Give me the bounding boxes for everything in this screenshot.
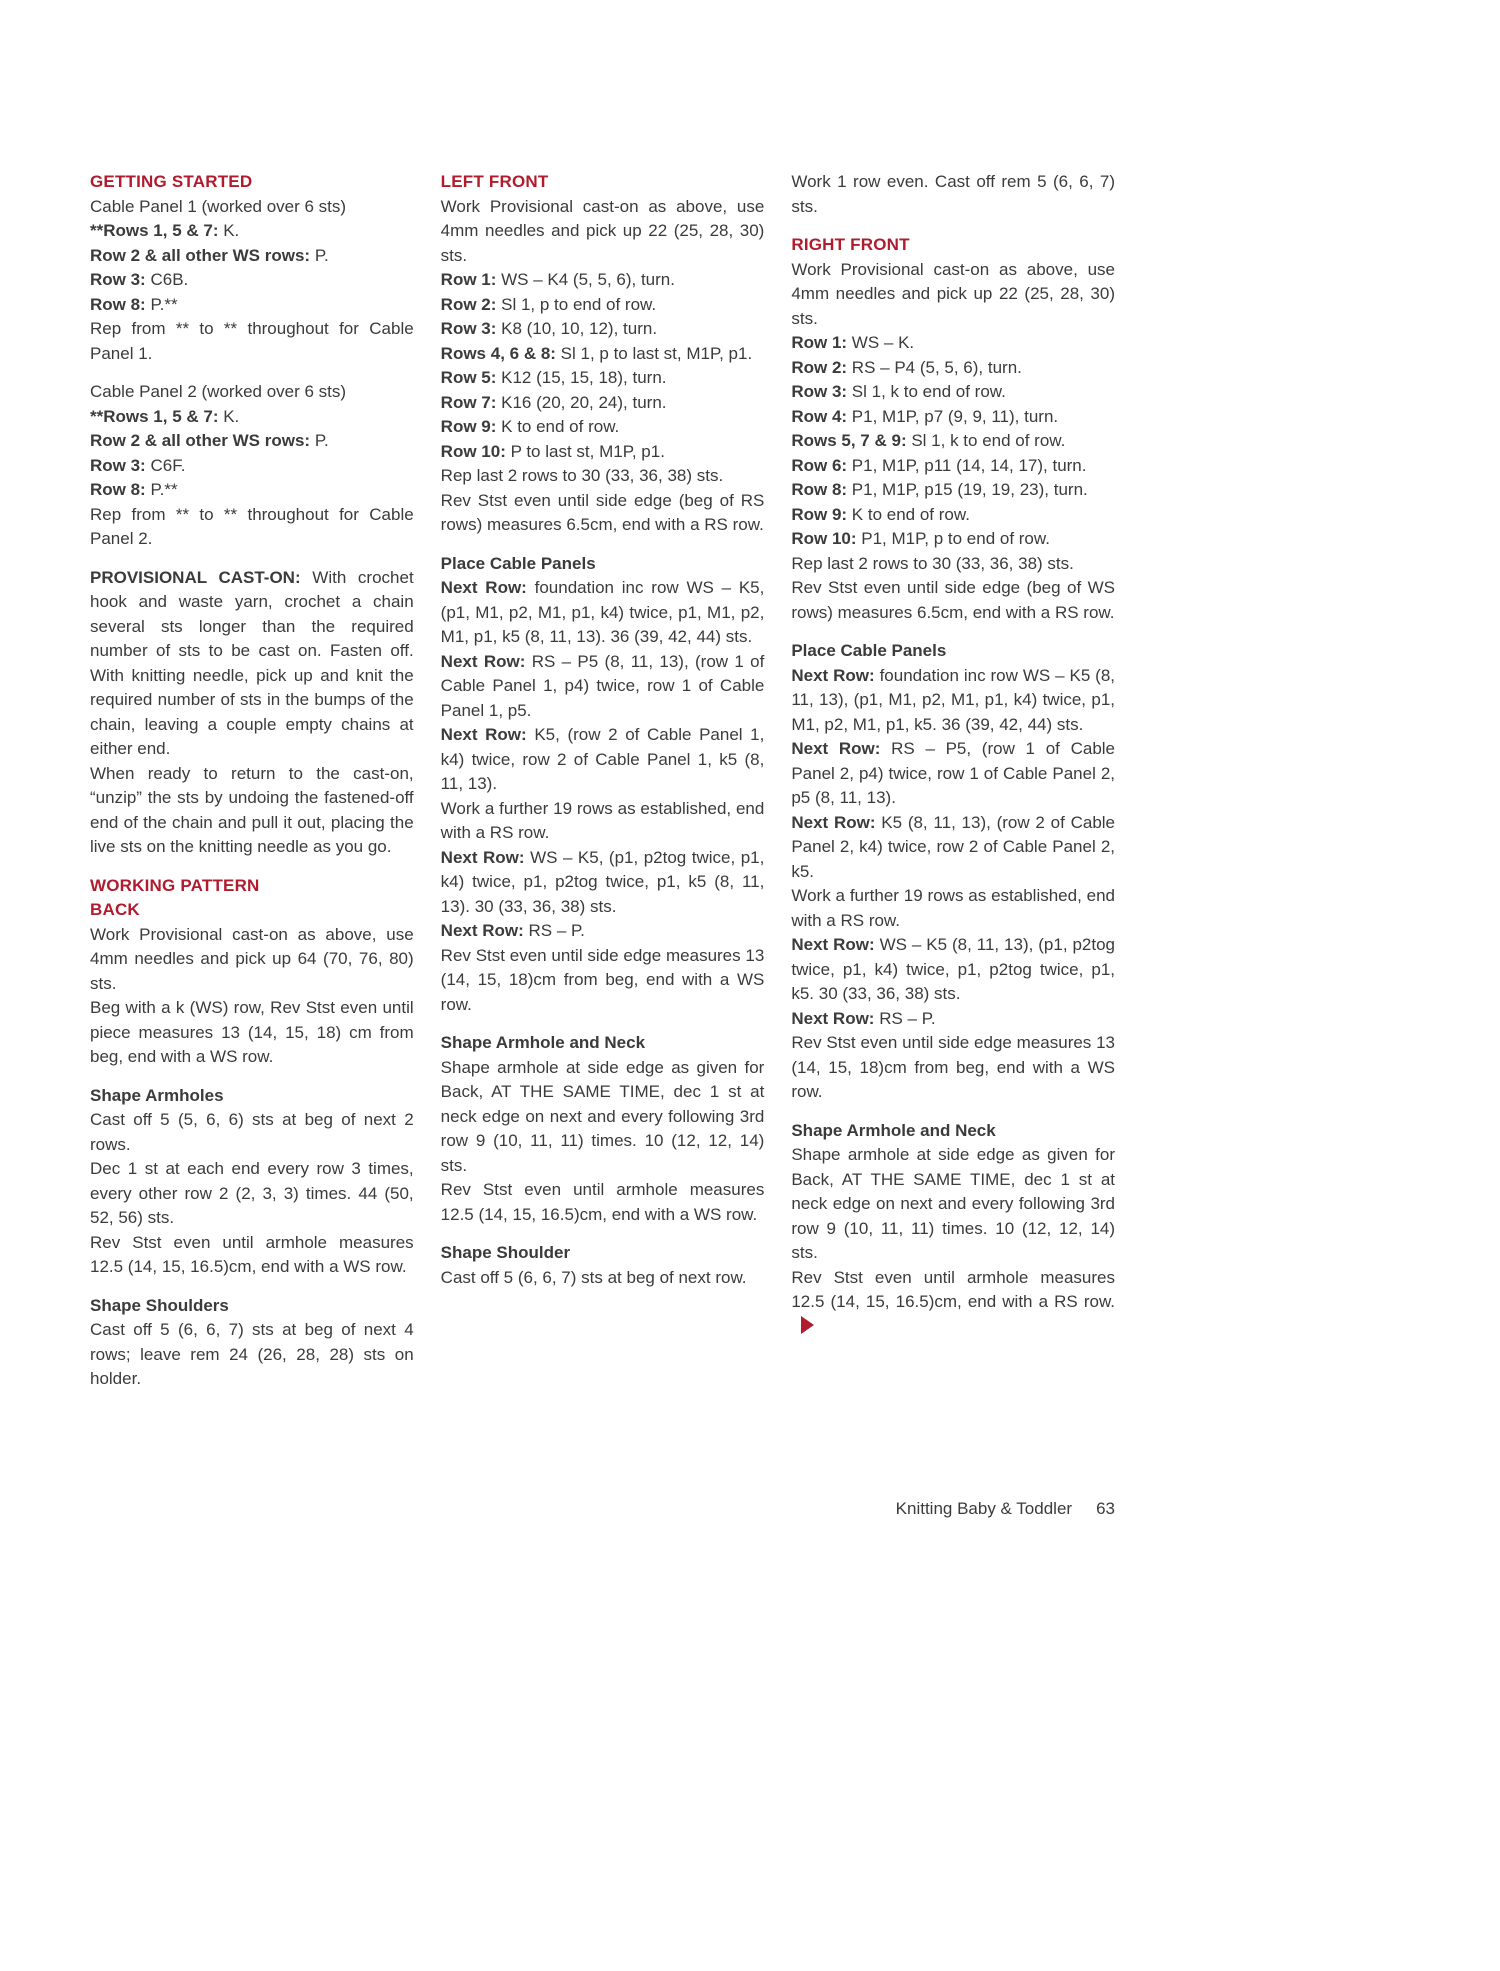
- paragraph: [441, 391, 765, 416]
- bold-label: Next Row:: [791, 739, 881, 758]
- body-text: WS – K4 (5, 5, 6), turn.: [496, 270, 675, 289]
- body-text: Cast off 5 (6, 6, 7) sts at beg of next row.: [440, 1267, 747, 1287]
- bold-label: Row 8:: [90, 294, 146, 314]
- body-text: Rep from ** to ** throughout for Cable Panel 2.: [90, 504, 414, 548]
- paragraph: [791, 737, 1115, 811]
- bold-label: Rows 4, 6 & 8:: [440, 343, 556, 363]
- section-spacer: [791, 625, 1115, 639]
- subsection-heading: Shape Armholes: [90, 1085, 224, 1105]
- bold-label: Row 2 & all other WS rows:: [90, 245, 311, 265]
- body-text: Rev Stst even until side edge (beg of RS rows) measures 6.5cm, end with a RS row.: [440, 490, 765, 534]
- paragraph: [791, 356, 1115, 381]
- body-text: RS – P5 (8, 11, 13), (row 1 of Cable Panel 1, p4) twice, row 1 of Cable Panel 1, p5.: [440, 651, 765, 720]
- body-text: Rev Stst even until side edge measures 13 (14, 15, 18)cm from beg, end with a WS row.: [791, 1033, 1116, 1101]
- bold-label: Row 5:: [440, 368, 497, 387]
- body-text: RS – P.: [523, 921, 585, 940]
- bold-label: Next Row:: [440, 651, 526, 671]
- paragraph: [441, 464, 765, 489]
- paragraph: [791, 503, 1115, 528]
- paragraph: [791, 552, 1115, 577]
- body-text: P.: [310, 431, 329, 450]
- paragraph: [791, 331, 1115, 356]
- body-text: Cast off 5 (6, 6, 7) sts at beg of next 4 rows; leave rem 24 (26, 28, 28) sts on holder.: [90, 1320, 414, 1388]
- paragraph: [90, 1157, 414, 1231]
- bold-label: Row 2 & all other WS rows:: [90, 431, 311, 450]
- body-text: P.**: [145, 294, 178, 314]
- body-text: Cast off 5 (5, 6, 6) sts at beg of next 2 rows.: [90, 1110, 414, 1154]
- body-text: K12 (15, 15, 18), turn.: [496, 368, 667, 387]
- paragraph: [791, 1031, 1115, 1105]
- body-text: Rev Stst even until armhole measures 12.5 (14, 15, 16.5)cm, end with a RS row.: [791, 1267, 1116, 1311]
- bold-label: Row 2:: [440, 294, 497, 314]
- paragraph: [441, 195, 765, 269]
- body-text: P to last st, M1P, p1.: [505, 441, 665, 461]
- section-spacer: [791, 219, 1115, 233]
- paragraph: [441, 268, 765, 293]
- paragraph: [791, 405, 1115, 430]
- bold-label: Row 1:: [791, 333, 848, 352]
- paragraph: [441, 1056, 765, 1179]
- paragraph: [441, 723, 765, 797]
- body-text: When ready to return to the cast-on, “unzip” the sts by undoing the fastened-off end of the chain and pull it out, placing the live sts on the knitting needle as you go.: [90, 763, 414, 856]
- body-text: C6B.: [145, 270, 189, 289]
- bold-label: Row 3:: [791, 382, 848, 401]
- body-text: P1, M1P, p11 (14, 14, 17), turn.: [847, 455, 1087, 475]
- subsection-heading: Place Cable Panels: [791, 641, 947, 660]
- section-spacer: [441, 538, 765, 552]
- paragraph: [90, 429, 414, 454]
- paragraph: [90, 996, 414, 1070]
- bold-label: Next Row:: [440, 725, 527, 744]
- bold-label: Row 8:: [90, 480, 146, 499]
- body-text: K5, (row 2 of Cable Panel 1, k4) twice, row 2 of Cable Panel 1, k5 (8, 11, 13).: [440, 725, 765, 793]
- section-spacer: [441, 1227, 765, 1241]
- body-text: P.**: [145, 480, 178, 499]
- paragraph: [441, 797, 765, 846]
- body-text: K8 (10, 10, 12), turn.: [496, 319, 658, 338]
- section-heading: GETTING STARTED: [90, 172, 253, 191]
- paragraph: [791, 380, 1115, 405]
- body-text: Work a further 19 rows as established, end with a RS row.: [440, 798, 765, 842]
- paragraph: [791, 933, 1115, 1007]
- paragraph: [791, 884, 1115, 933]
- paragraph: [791, 1007, 1115, 1032]
- body-text: Rev Stst even until armhole measures 12.5 (14, 15, 16.5)cm, end with a WS row.: [90, 1232, 414, 1276]
- body-text: Rep last 2 rows to 30 (33, 36, 38) sts.: [440, 466, 724, 485]
- body-text: Sl 1, p to last st, M1P, p1.: [555, 343, 753, 363]
- paragraph: [791, 170, 1115, 219]
- bold-label: Next Row:: [440, 847, 525, 867]
- paragraph: [441, 415, 765, 440]
- paragraph: [791, 576, 1115, 625]
- bold-label: Row 4:: [791, 406, 848, 426]
- paragraph: [441, 944, 765, 1018]
- body-text: K16 (20, 20, 24), turn.: [496, 392, 667, 412]
- paragraph: [90, 923, 414, 997]
- paragraph: [441, 342, 765, 367]
- bold-label: Next Row:: [791, 1008, 875, 1028]
- bold-label: PROVISIONAL CAST-ON:: [90, 567, 301, 587]
- bold-label: Row 3:: [440, 319, 497, 338]
- bold-label: Next Row:: [440, 921, 524, 940]
- column-2: [441, 170, 765, 1392]
- column-1: [90, 170, 414, 1392]
- bold-label: Row 1:: [440, 270, 497, 289]
- section-spacer: [90, 552, 414, 566]
- paragraph: [90, 1318, 414, 1392]
- body-text: Shape armhole at side edge as given for Back, AT THE SAME TIME, dec 1 st at neck edge on next and every following 3rd row 9 (10, 11, 11) times. 10 (12, 12, 14) sts.: [440, 1057, 765, 1175]
- bold-label: **Rows 1, 5 & 7:: [90, 406, 219, 426]
- body-text: Work Provisional cast-on as above, use 4mm needles and pick up 22 (25, 28, 30) sts.: [440, 196, 765, 265]
- body-text: RS – P.: [874, 1008, 936, 1028]
- body-text: Cable Panel 1 (worked over 6 sts): [90, 196, 347, 216]
- bold-label: Row 3:: [90, 455, 146, 475]
- paragraph: [90, 268, 414, 293]
- subsection-heading: Place Cable Panels: [440, 553, 596, 573]
- section-heading: BACK: [90, 900, 140, 919]
- bold-label: Row 3:: [90, 270, 146, 289]
- body-text: P1, M1P, p to end of row.: [856, 529, 1050, 548]
- paragraph: [90, 1108, 414, 1157]
- body-text: Sl 1, k to end of row.: [847, 382, 1006, 401]
- body-text: Rev Stst even until armhole measures 12.5 (14, 15, 16.5)cm, end with a WS row.: [440, 1180, 765, 1224]
- paragraph: [441, 1178, 765, 1227]
- section-spacer: [90, 1070, 414, 1084]
- section-spacer: [90, 1280, 414, 1294]
- subsection-heading: Shape Armhole and Neck: [791, 1120, 996, 1140]
- paragraph: [90, 762, 414, 860]
- paragraph: [441, 650, 765, 724]
- body-text: foundation inc row WS – K5, (p1, M1, p2, M1, p1, k4) twice, p1, M1, p2, M1, p1, k5 (8, 11, 13). 36 (39, 42, 44) sts.: [440, 578, 765, 646]
- pattern-columns: [90, 170, 1115, 1392]
- body-text: P1, M1P, p7 (9, 9, 11), turn.: [847, 406, 1059, 426]
- paragraph: [791, 811, 1115, 885]
- subsection-heading: Shape Shoulder: [440, 1243, 571, 1262]
- column-3: [791, 170, 1115, 1392]
- continuation-arrow-icon: [801, 1316, 814, 1334]
- bold-label: Row 10:: [791, 529, 857, 548]
- bold-label: Row 6:: [791, 455, 848, 475]
- paragraph: [791, 258, 1115, 332]
- paragraph: [441, 846, 765, 920]
- paragraph: [90, 317, 414, 366]
- body-text: Rep from ** to ** throughout for Cable Panel 1.: [90, 319, 414, 363]
- paragraph: [90, 454, 414, 479]
- paragraph: [441, 576, 765, 650]
- paragraph: [90, 380, 414, 405]
- paragraph: [90, 219, 414, 244]
- paragraph: [441, 366, 765, 391]
- paragraph: [90, 293, 414, 318]
- body-text: K to end of row.: [847, 504, 970, 524]
- body-text: K.: [218, 221, 240, 240]
- body-text: P.: [310, 245, 329, 265]
- paragraph: [791, 1266, 1115, 1340]
- paragraph: [90, 195, 414, 220]
- body-text: C6F.: [145, 455, 186, 475]
- bold-label: Next Row:: [791, 935, 875, 954]
- bold-label: **Rows 1, 5 & 7:: [90, 221, 219, 240]
- body-text: Shape armhole at side edge as given for Back, AT THE SAME TIME, dec 1 st at neck edge on next and every following 3rd row 9 (10, 11, 11) times. 10 (12, 12, 14) sts.: [791, 1145, 1116, 1262]
- paragraph: [441, 293, 765, 318]
- section-heading: LEFT FRONT: [440, 172, 549, 191]
- body-text: Rev Stst even until side edge (beg of WS rows) measures 6.5cm, end with a RS row.: [791, 578, 1116, 622]
- paragraph: [791, 478, 1115, 503]
- body-text: K.: [218, 406, 240, 426]
- paragraph: [791, 1143, 1115, 1266]
- paragraph: [90, 478, 414, 503]
- paragraph: [90, 405, 414, 430]
- bold-label: Row 2:: [791, 357, 848, 377]
- paragraph: [90, 503, 414, 552]
- paragraph: [441, 440, 765, 465]
- body-text: Work Provisional cast-on as above, use 4mm needles and pick up 22 (25, 28, 30) sts.: [791, 259, 1116, 328]
- body-text: With crochet hook and waste yarn, crochet a chain several sts longer than the required number of sts to be cast on. Fasten off. With knitting needle, pick up and knit the required number of sts in the bumps of the chain, leaving a couple empty chains at either end.: [90, 567, 414, 758]
- paragraph: [791, 454, 1115, 479]
- body-text: Beg with a k (WS) row, Rev Stst even until piece measures 13 (14, 15, 18) cm from beg, end with a WS row.: [90, 998, 414, 1066]
- paragraph: [90, 244, 414, 269]
- paragraph: [791, 527, 1115, 552]
- paragraph: [90, 1231, 414, 1280]
- bold-label: Row 9:: [440, 417, 497, 436]
- section-spacer: [441, 1017, 765, 1031]
- section-spacer: [90, 366, 414, 380]
- paragraph: [441, 317, 765, 342]
- paragraph: [791, 664, 1115, 738]
- section-spacer: [90, 860, 414, 874]
- body-text: K to end of row.: [496, 417, 620, 436]
- paragraph: [90, 566, 414, 762]
- body-text: P1, M1P, p15 (19, 19, 23), turn.: [847, 480, 1088, 499]
- body-text: RS – P4 (5, 5, 6), turn.: [847, 357, 1022, 377]
- bold-label: Next Row:: [791, 812, 876, 832]
- body-text: WS – K5 (8, 11, 13), (p1, p2tog twice, p1, k4) twice, p1, p2tog twice, p1, k5. 30 (33, 36, 38) sts.: [791, 935, 1116, 1003]
- section-heading: RIGHT FRONT: [791, 235, 910, 254]
- body-text: foundation inc row WS – K5 (8, 11, 13), (p1, M1, p2, M1, p1, k4) twice, p1, M1, p2, M1, p1, k5. 36 (39, 42, 44) sts.: [791, 665, 1116, 734]
- bold-label: Next Row:: [791, 665, 875, 685]
- bold-label: Row 10:: [440, 441, 506, 461]
- paragraph: [441, 489, 765, 538]
- body-text: RS – P5, (row 1 of Cable Panel 2, p4) twice, row 1 of Cable Panel 2, p5 (8, 11, 13).: [791, 739, 1116, 807]
- footer-title: Knitting Baby & Toddler: [895, 1499, 1073, 1518]
- body-text: Sl 1, k to end of row.: [906, 431, 1066, 450]
- body-text: WS – K5, (p1, p2tog twice, p1, k4) twice, p1, p2tog twice, p1, k5 (8, 11, 13). 30 (33, 36, 38) sts.: [440, 847, 765, 916]
- body-text: WS – K.: [847, 333, 915, 352]
- footer: [896, 1497, 1115, 1521]
- body-text: K5 (8, 11, 13), (row 2 of Cable Panel 2, k4) twice, row 2 of Cable Panel 2, k5.: [791, 812, 1116, 881]
- bold-label: Next Row:: [440, 578, 527, 597]
- body-text: Cable Panel 2 (worked over 6 sts): [90, 382, 347, 401]
- body-text: Sl 1, p to end of row.: [496, 294, 657, 314]
- body-text: Rev Stst even until side edge measures 13 (14, 15, 18)cm from beg, end with a WS row.: [440, 945, 765, 1014]
- bold-label: Row 7:: [440, 392, 497, 412]
- section-spacer: [791, 1105, 1115, 1119]
- paragraph: [441, 1266, 765, 1291]
- section-heading: WORKING PATTERN: [90, 875, 260, 895]
- footer-page-number: 63: [1096, 1499, 1115, 1518]
- body-text: Rep last 2 rows to 30 (33, 36, 38) sts.: [791, 553, 1074, 573]
- bold-label: Rows 5, 7 & 9:: [791, 431, 907, 450]
- body-text: Work a further 19 rows as established, end with a RS row.: [791, 886, 1116, 930]
- paragraph: [791, 429, 1115, 454]
- bold-label: Row 8:: [791, 480, 848, 499]
- subsection-heading: Shape Armhole and Neck: [440, 1033, 646, 1052]
- subsection-heading: Shape Shoulders: [90, 1295, 229, 1315]
- paragraph: [441, 919, 765, 944]
- bold-label: Row 9:: [791, 504, 848, 524]
- body-text: Dec 1 st at each end every row 3 times, every other row 2 (2, 3, 3) times. 44 (50, 52, 56) sts.: [90, 1159, 414, 1227]
- body-text: Work Provisional cast-on as above, use 4mm needles and pick up 64 (70, 76, 80) sts.: [90, 924, 414, 993]
- body-text: Work 1 row even. Cast off rem 5 (6, 6, 7) sts.: [791, 172, 1116, 216]
